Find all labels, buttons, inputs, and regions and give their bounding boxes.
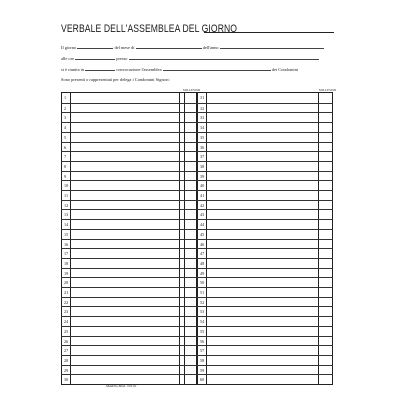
table-row (61, 258, 197, 268)
row-number: 54 (200, 319, 205, 325)
table-row (197, 316, 333, 326)
row-number: 8 (64, 163, 67, 169)
table-row (61, 326, 197, 336)
row-number: 11 (64, 193, 69, 198)
row-number: 37 (200, 154, 205, 160)
table-row (197, 229, 333, 239)
table-row (197, 268, 333, 278)
row-number: 55 (200, 328, 205, 334)
row-number: 1 (64, 95, 67, 100)
row-number: 44 (200, 222, 205, 228)
row-number: 3 (64, 115, 67, 121)
table-row (197, 258, 333, 268)
table-row (197, 365, 333, 375)
table-row (61, 180, 197, 190)
row-number: 57 (200, 348, 205, 354)
row-number: 23 (64, 309, 69, 315)
row-number: 21 (64, 290, 69, 295)
table-row (61, 239, 197, 249)
table-row (61, 355, 197, 365)
table-row (61, 132, 197, 142)
blank-condominio (163, 67, 271, 71)
table-row (61, 103, 197, 113)
row-number: 7 (64, 154, 67, 160)
row-number: 17 (64, 251, 69, 257)
row-number: 24 (64, 319, 69, 325)
row-number: 14 (64, 222, 69, 228)
label-presso: presso (116, 56, 128, 61)
table-row (61, 268, 197, 278)
table-row (197, 374, 333, 384)
table-row (197, 132, 333, 142)
row-number: 20 (64, 280, 69, 286)
table-row (61, 277, 197, 287)
table-row (197, 355, 333, 365)
row-number: 31 (200, 95, 205, 100)
blank-ore (75, 56, 115, 60)
row-number: 52 (200, 299, 205, 305)
table-row (61, 112, 197, 122)
row-number: 9 (64, 173, 67, 179)
table-row (197, 151, 333, 161)
table-row (61, 171, 197, 181)
table-row (61, 200, 197, 210)
row-number: 59 (200, 367, 205, 373)
document-title: VERBALE DELL'ASSEMBLEA DEL GIORNO (61, 22, 238, 35)
date-blank-line (204, 32, 334, 33)
table-row (61, 93, 197, 103)
label-presenti: Sono presenti o rappresentati per delega i Condomini Signori: (61, 77, 170, 82)
table-row (61, 229, 197, 239)
row-number: 13 (64, 212, 69, 218)
meta-line-presenti (61, 77, 170, 82)
table-row (197, 326, 333, 336)
row-number: 32 (200, 105, 205, 111)
row-number: 33 (200, 115, 205, 121)
row-number: 22 (64, 299, 69, 305)
row-number: 36 (200, 144, 205, 150)
label-ore: alle ore (61, 56, 75, 61)
attendee-table-left (61, 92, 197, 385)
label-condomini: dei Condomini (271, 67, 299, 72)
table-row (197, 239, 333, 249)
row-number: 41 (200, 193, 205, 198)
blank-giorno (77, 45, 113, 49)
table-row (197, 112, 333, 122)
row-number: 58 (200, 357, 205, 363)
table-row (197, 277, 333, 287)
table-row (61, 122, 197, 132)
table-row (61, 209, 197, 219)
row-number: 12 (64, 202, 69, 208)
blank-presso (129, 56, 319, 60)
table-row (61, 151, 197, 161)
row-number: 49 (200, 270, 205, 276)
blank-mese (136, 45, 202, 49)
row-number: 15 (64, 231, 69, 237)
row-number: 5 (64, 134, 67, 140)
row-number: 53 (200, 309, 205, 315)
row-number: 2 (64, 105, 67, 111)
row-number: 48 (200, 260, 205, 266)
row-number: 4 (64, 125, 67, 131)
table-row (197, 248, 333, 258)
row-number: 39 (200, 173, 205, 179)
form-model-signature: Modello Mod. 729-01 (106, 384, 137, 388)
table-row (61, 365, 197, 375)
row-number: 18 (64, 260, 69, 266)
row-number: 27 (64, 348, 69, 354)
meta-line-place (61, 56, 319, 61)
row-number: 19 (64, 270, 69, 276)
meta-line-date (61, 45, 324, 50)
row-number: 29 (64, 367, 69, 373)
row-number: 28 (64, 357, 69, 363)
table-row (61, 142, 197, 152)
table-row (197, 219, 333, 229)
row-number: 35 (200, 134, 205, 140)
table-row (61, 287, 197, 297)
row-number: 16 (64, 241, 69, 247)
table-row (197, 161, 333, 171)
row-number: 43 (200, 212, 205, 218)
row-number: 45 (200, 231, 205, 237)
table-row (61, 161, 197, 171)
row-number: 50 (200, 280, 205, 286)
label-convocazione: convocazione l'assemblea (116, 67, 162, 72)
row-number: 42 (200, 202, 205, 208)
table-row (197, 190, 333, 200)
row-number: 60 (200, 377, 205, 383)
table-row (197, 200, 333, 210)
row-number: 25 (64, 328, 69, 334)
row-number: 38 (200, 163, 205, 169)
blank-convocazione (85, 67, 115, 71)
table-row (61, 345, 197, 355)
row-number: 56 (200, 338, 205, 344)
label-riunita: si è riunita in (61, 67, 85, 72)
table-row (197, 287, 333, 297)
table-row (61, 297, 197, 307)
table-row (197, 297, 333, 307)
table-row (61, 316, 197, 326)
row-number: 26 (64, 338, 69, 344)
row-number: 34 (200, 125, 205, 131)
table-row (197, 122, 333, 132)
table-row (197, 142, 333, 152)
table-row (197, 336, 333, 346)
table-row (61, 336, 197, 346)
row-number: 6 (64, 144, 67, 150)
millesimi-header-left: MILLESIMI (183, 88, 201, 92)
table-row (61, 190, 197, 200)
table-row (61, 374, 197, 384)
table-row (61, 248, 197, 258)
row-number: 47 (200, 251, 205, 257)
table-row (61, 219, 197, 229)
table-row (197, 345, 333, 355)
table-row (197, 93, 333, 103)
meta-line-assembly (61, 67, 298, 72)
table-row (197, 180, 333, 190)
table-row (197, 171, 333, 181)
table-row (197, 103, 333, 113)
row-number: 10 (64, 183, 69, 189)
row-number: 51 (200, 290, 205, 295)
label-mese: del mese di (114, 45, 135, 50)
label-il-giorno: Il giorno (61, 45, 77, 50)
row-number: 46 (200, 241, 205, 247)
table-row (197, 209, 333, 219)
millesimi-header-right: MILLESIMI (319, 88, 337, 92)
table-row (61, 306, 197, 316)
row-number: 40 (200, 183, 205, 189)
table-row (197, 306, 333, 316)
row-number: 30 (64, 377, 69, 383)
label-anno: dell'anno (202, 45, 219, 50)
blank-anno (220, 45, 324, 49)
attendee-table-right (197, 92, 333, 385)
